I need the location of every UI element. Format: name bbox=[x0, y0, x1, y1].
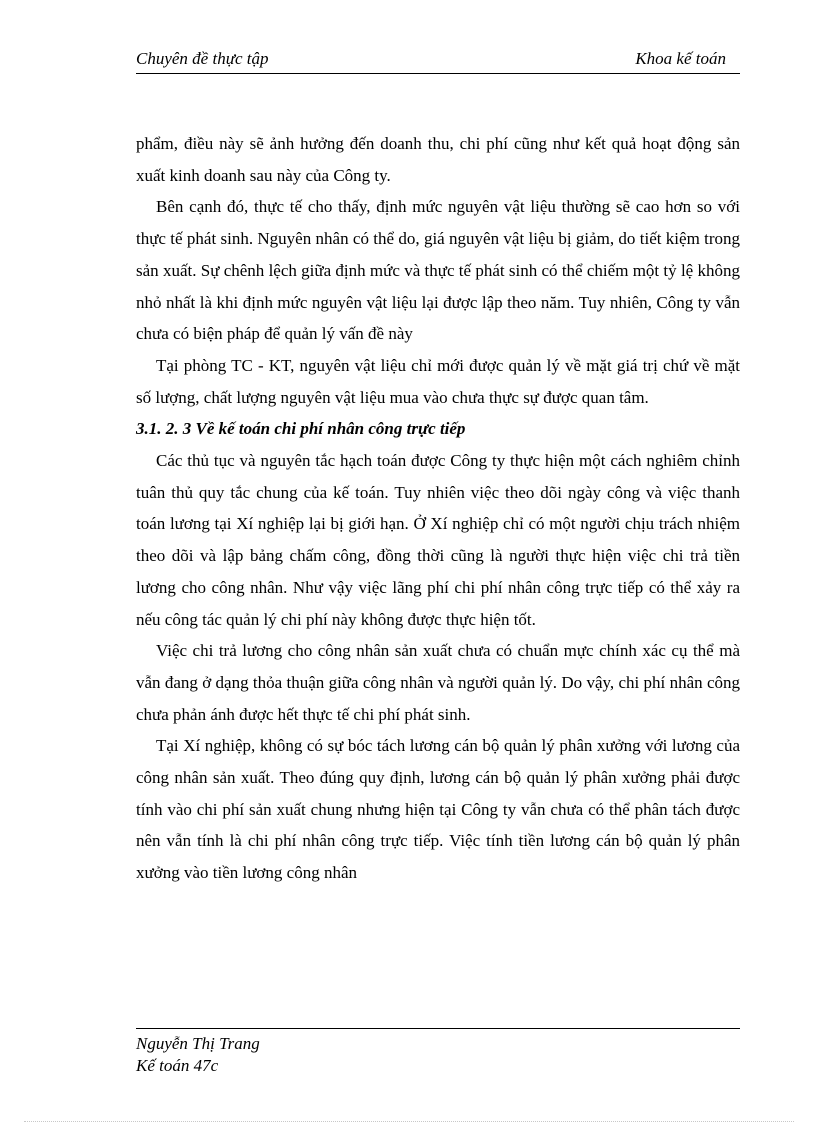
section-heading: 3.1. 2. 3 Về kế toán chi phí nhân công trực tiếp bbox=[136, 419, 466, 439]
header-department: Khoa kế toán bbox=[635, 49, 726, 68]
header-document-type: Chuyên đề thực tập bbox=[136, 49, 269, 68]
paragraph: Bên cạnh đó, thực tế cho thấy, định mức nguyên vật liệu thường sẽ cao hơn so với thực tế phát sinh. Nguyên nhân có thể do, giá nguyên vật liệu bị giảm, do tiết kiệm trong sản xuất. Sự chênh lệch giữa định mức và thực tế phát sinh có thể chiếm một tỷ lệ không nhỏ nhất là khi định mức nguyên vật liệu lại được lập theo năm. Tuy nhiên, Công ty vẫn chưa có biện pháp để quản lý vấn đề này bbox=[136, 197, 740, 344]
document-body bbox=[136, 128, 740, 889]
paragraph: phẩm, điều này sẽ ảnh hưởng đến doanh thu, chi phí cũng như kết quả hoạt động sản xuất kinh doanh sau này của Công ty. bbox=[136, 134, 740, 185]
footer-class: Kế toán 47c bbox=[136, 1056, 219, 1075]
paragraph: Các thủ tục và nguyên tắc hạch toán được Công ty thực hiện một cách nghiêm chỉnh tuân thủ quy tắc chung của kế toán. Tuy nhiên việc theo dõi ngày công và việc thanh toán lương tại Xí nghiệp lại bị giới hạn. Ở Xí nghiệp chỉ có một người chịu trách nhiệm theo dõi và lập bảng chấm công, đồng thời cũng là người thực hiện việc chi trả tiền lương cho công nhân. Như vậy việc lãng phí chi phí nhân công trực tiếp có thể xảy ra nếu công tác quản lý chi phí này không được thực hiện tốt. bbox=[136, 451, 740, 629]
paragraph: Tại phòng TC - KT, nguyên vật liệu chỉ mới được quản lý về mặt giá trị chứ về mặt số lượng, chất lượng nguyên vật liệu mua vào chưa thực sự được quan tâm. bbox=[136, 355, 740, 407]
page-bottom-divider bbox=[24, 1121, 794, 1122]
page-header bbox=[136, 49, 740, 74]
footer-author: Nguyễn Thị Trang bbox=[136, 1034, 260, 1053]
paragraph: Việc chi trả lương cho công nhân sản xuất chưa có chuẩn mực chính xác cụ thể mà vẫn đang ở dạng thỏa thuận giữa công nhân và người quản lý. Do vậy, chi phí nhân công chưa phản ánh được hết thực tế chi phí phát sinh. bbox=[136, 641, 740, 724]
page-footer bbox=[136, 1028, 740, 1077]
paragraph: Tại Xí nghiệp, không có sự bóc tách lương cán bộ quản lý phân xưởng với lương của công nhân sản xuất. Theo đúng quy định, lương cán bộ quản lý phân xưởng phải được tính vào chi phí sản xuất chung nhưng hiện tại Công ty vẫn chưa có thể phân tách được nên vẫn tính là chi phí nhân công trực tiếp. Việc tính tiền lương cán bộ quản lý phân xưởng vào tiền lương công nhân bbox=[136, 736, 740, 883]
